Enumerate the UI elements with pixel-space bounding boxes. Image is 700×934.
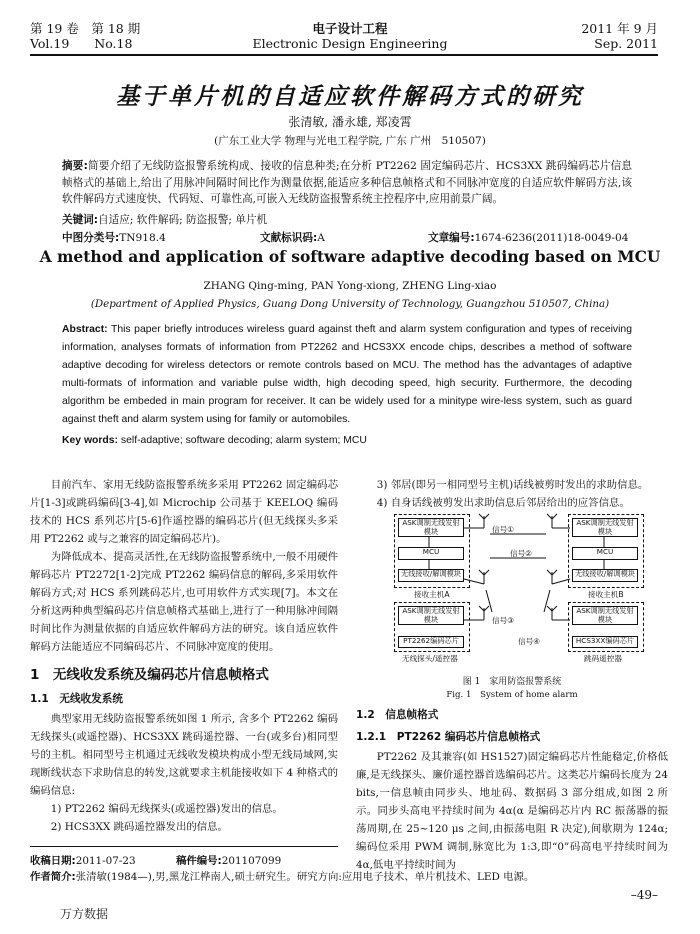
paragraph-pt2262: PT2262 及其兼容(如 HS1527)固定编码芯片性能稳定,价格低廉,是无线探头、廉价遥控器首选编码芯片。这类芯片编码长度为 24 bits,一信息帧由同步头、地址码、数据码 3 部分组成,如图 2 所示。同步头高电平持续时间为 4α(α 是编码芯片内 RC 振荡器的振荡周期,在 25~120 μs 之间,由振荡电阻 R 决定),间歇期为 124α;编码位采用 PWM 调制,脉宽比为 1:3,即“0”码高电平持续时间为 4α,低电平持续时间为 — [356, 751, 668, 871]
right-column-bottom — [356, 706, 668, 874]
signal-2-label: 信号② — [510, 549, 532, 558]
doc-code-label: 文献标识码: — [260, 232, 318, 244]
received-value: 2011-07-23 — [75, 855, 136, 867]
author-bio-text: 张清敏(1984—),男,黑龙江桦南人,硕士研究生。研究方向:应用电子技术、单片机技术、LED 电源。 — [75, 871, 535, 883]
manuscript-label: 稿件编号: — [176, 855, 222, 867]
host-b-mcu: MCU — [572, 547, 638, 560]
page-number: –49– — [630, 888, 658, 902]
paragraph-intro-1: 目前汽车、家用无线防盗报警系统多采用 PT2262 固定编码芯片[1-3]或跳码编码[3-4],如 Microchip 公司基于 KEELOQ 编码技术的 HCS 系列芯片[5-6]作遥控器的编码芯片(但无线探头多采用 PT2262 或与之兼容的固定编码芯片)。 — [30, 479, 338, 545]
keywords-en-text: self-adaptive; software decoding; alarm system; MCU — [120, 435, 367, 446]
article-number — [428, 230, 628, 245]
abstract-cn-label: 摘要: — [62, 160, 88, 172]
abstract-cn-text: 简要介绍了无线防盗报警系统构成、接收的信息种类;在分析 PT2262 固定编码芯片、HCS3XX 跳码编码芯片信息帧格式的基础上,给出了用脉冲间隔时间比作为测量依据,能适应多种信息帧格式和不同脉冲宽度的自适应软件解码方法,该软件解码方式速度快、代码短、可靠性高,可嵌入无线防盗报警系统主控程序中,应用前景广阔。 — [62, 160, 632, 205]
paragraph-intro-2: 为降低成本、提高灵活性,在无线防盗报警系统中,一般不用硬件解码芯片 PT2272[1-2]完成 PT2262 编码信息的解码,多采用软件解码方式;对 HCS 系列跳码芯片,也可用软件方式实现[7]。本文在分析这两种典型编码芯片信息帧格式基础上,进行了一种用脉冲间隔时间比作为测量依据的自适应软件解码方法的研究。该自适应软件解码方法能适应不同编码芯片、不同脉冲宽度的使用。 — [30, 551, 338, 653]
class-number — [62, 230, 166, 245]
section-1-2-1-heading: 1.2.1 PT2262 编码芯片信息帧格式 — [356, 731, 541, 743]
journal-cn: 电子设计工程 — [312, 21, 388, 36]
host-a-mcu: MCU — [398, 547, 464, 560]
abstract-en-label: Abstract: — [62, 324, 108, 335]
host-a-label: 接收主机A — [414, 590, 450, 599]
hop-remote-label: 跳码遥控器 — [584, 654, 622, 663]
journal-en: Electronic Design Engineering — [252, 36, 448, 51]
host-b-rx-module: 无线接收/解调模块 — [572, 569, 638, 582]
signal-1-label: 信号① — [492, 525, 514, 534]
footer-rule — [30, 846, 338, 847]
probe-tx-module: ASK调制无线发射模块 — [398, 606, 464, 625]
affiliation-cn: (广东工业大学 物理与光电工程学院, 广东 广州 510507) — [214, 135, 486, 147]
probe-label: 无线探头/遥控器 — [402, 654, 458, 663]
doc-code — [260, 230, 325, 245]
volume-cn: 第 19 卷 第 18 期 — [30, 21, 141, 36]
hcs3xx-chip: HCS3XX编码芯片 — [572, 636, 638, 648]
affiliation-en: (Department of Applied Physics, Guang Dong University of Technology, Guangzhou 510507, China) — [90, 298, 610, 310]
signal-4-label: 信号④ — [518, 637, 540, 646]
author-bio-label: 作者简介: — [30, 871, 76, 883]
pt2262-chip: PT2262编码芯片 — [398, 636, 464, 648]
list-item-3: 3) 邻居(即另一相同型号主机)话线被剪时发出的求助信息。 — [376, 479, 649, 491]
section-1-2-heading: 1.2 信息帧格式 — [356, 709, 439, 721]
received-label: 收稿日期: — [30, 855, 76, 867]
class-number-label: 中图分类号: — [62, 232, 120, 244]
abstract-cn — [62, 158, 632, 208]
date-en: Sep. 2011 — [594, 36, 658, 51]
host-b-label: 接收主机B — [588, 590, 624, 599]
keywords-en-label: Key words: — [62, 435, 119, 446]
signal-3-label: 信号③ — [492, 616, 514, 625]
article-number-label: 文章编号: — [428, 232, 475, 244]
host-a-tx-module: ASK调制无线发射模块 — [398, 518, 464, 537]
keywords-cn-label: 关键词: — [62, 214, 99, 226]
figure-1-caption-en: Fig. 1 System of home alarm — [446, 690, 578, 700]
abstract-en-text: This paper briefly introduces wireless guard against theft and alarm system configuration and types of receiving information, analyses formats of information from PT2262 and HCS3XX encode chips, describes a method of software adaptive decoding for wireless detectors or remote controls based on MCU. The method has the advantages of adaptive multi-formats of information and variable pulse width, high decoding speed, high security. Furthermore, the decoding algorithm be embeded in main program for receiver. It can be widely used for a minitype wire-less system, such as guard against theft and alarm system using for family or automobiles. — [62, 324, 632, 425]
manuscript-number — [176, 852, 281, 867]
list-item-4: 4) 自身话线被剪发出求助信息后邻居给出的应答信息。 — [376, 497, 630, 509]
title-en: A method and application of software adaptive decoding based on MCU — [39, 247, 661, 266]
volume-en: Vol.19 No.18 — [30, 36, 133, 51]
manuscript-value: 201107099 — [221, 855, 282, 867]
abstract-en — [62, 321, 632, 429]
list-item-2: 2) HCS3XX 跳码遥控器发出的信息。 — [50, 821, 228, 833]
right-column-top — [356, 476, 668, 512]
hop-remote-tx-module: ASK调制无线发射模块 — [572, 606, 638, 625]
authors-cn: 张清敏, 潘永雄, 郑凌霄 — [288, 115, 412, 129]
section-1-1-heading: 1.1 无线收发系统 — [30, 693, 123, 705]
class-number-value: TN918.4 — [119, 232, 166, 244]
doc-code-value: A — [317, 232, 325, 244]
host-a-rx-module: 无线接收/解调模块 — [398, 569, 464, 582]
figure-1-diagram — [392, 512, 644, 667]
received-date — [30, 852, 136, 867]
authors-en: ZHANG Qing-ming, PAN Yong-xiong, ZHENG Ling-xiao — [203, 280, 497, 292]
list-item-1: 1) PT2262 编码无线探头(或遥控器)发出的信息。 — [50, 803, 283, 815]
host-b-tx-module: ASK调制无线发射模块 — [572, 518, 638, 537]
keywords-cn-text: 自适应; 软件解码; 防盗报警; 单片机 — [98, 214, 268, 226]
watermark: 万方数据 — [60, 907, 109, 921]
header-rule — [30, 54, 658, 56]
author-bio — [30, 868, 670, 883]
left-column — [30, 476, 338, 836]
section-1-heading: 1 无线收发系统及编码芯片信息帧格式 — [30, 667, 269, 683]
figure-1-caption-cn: 图 1 家用防盗报警系统 — [462, 677, 562, 687]
paragraph-system: 典型家用无线防盗报警系统如图 1 所示, 含多个 PT2262 编码无线探头(或遥控器)、HCS3XX 跳码遥控器、一台(或多台)相同型号的主机。相同型号主机通过无线收发模块构成小型无线局域网,实现断线状态下求助信息的转发,这就要求主机能接收如下 4 种格式的编码信息: — [30, 713, 338, 797]
keywords-cn — [62, 212, 632, 229]
keywords-en — [62, 432, 632, 450]
date-cn: 2011 年 9 月 — [581, 21, 658, 36]
title-cn: 基于单片机的自适应软件解码方式的研究 — [116, 83, 584, 110]
article-number-value: 1674-6236(2011)18-0049-04 — [474, 232, 629, 244]
